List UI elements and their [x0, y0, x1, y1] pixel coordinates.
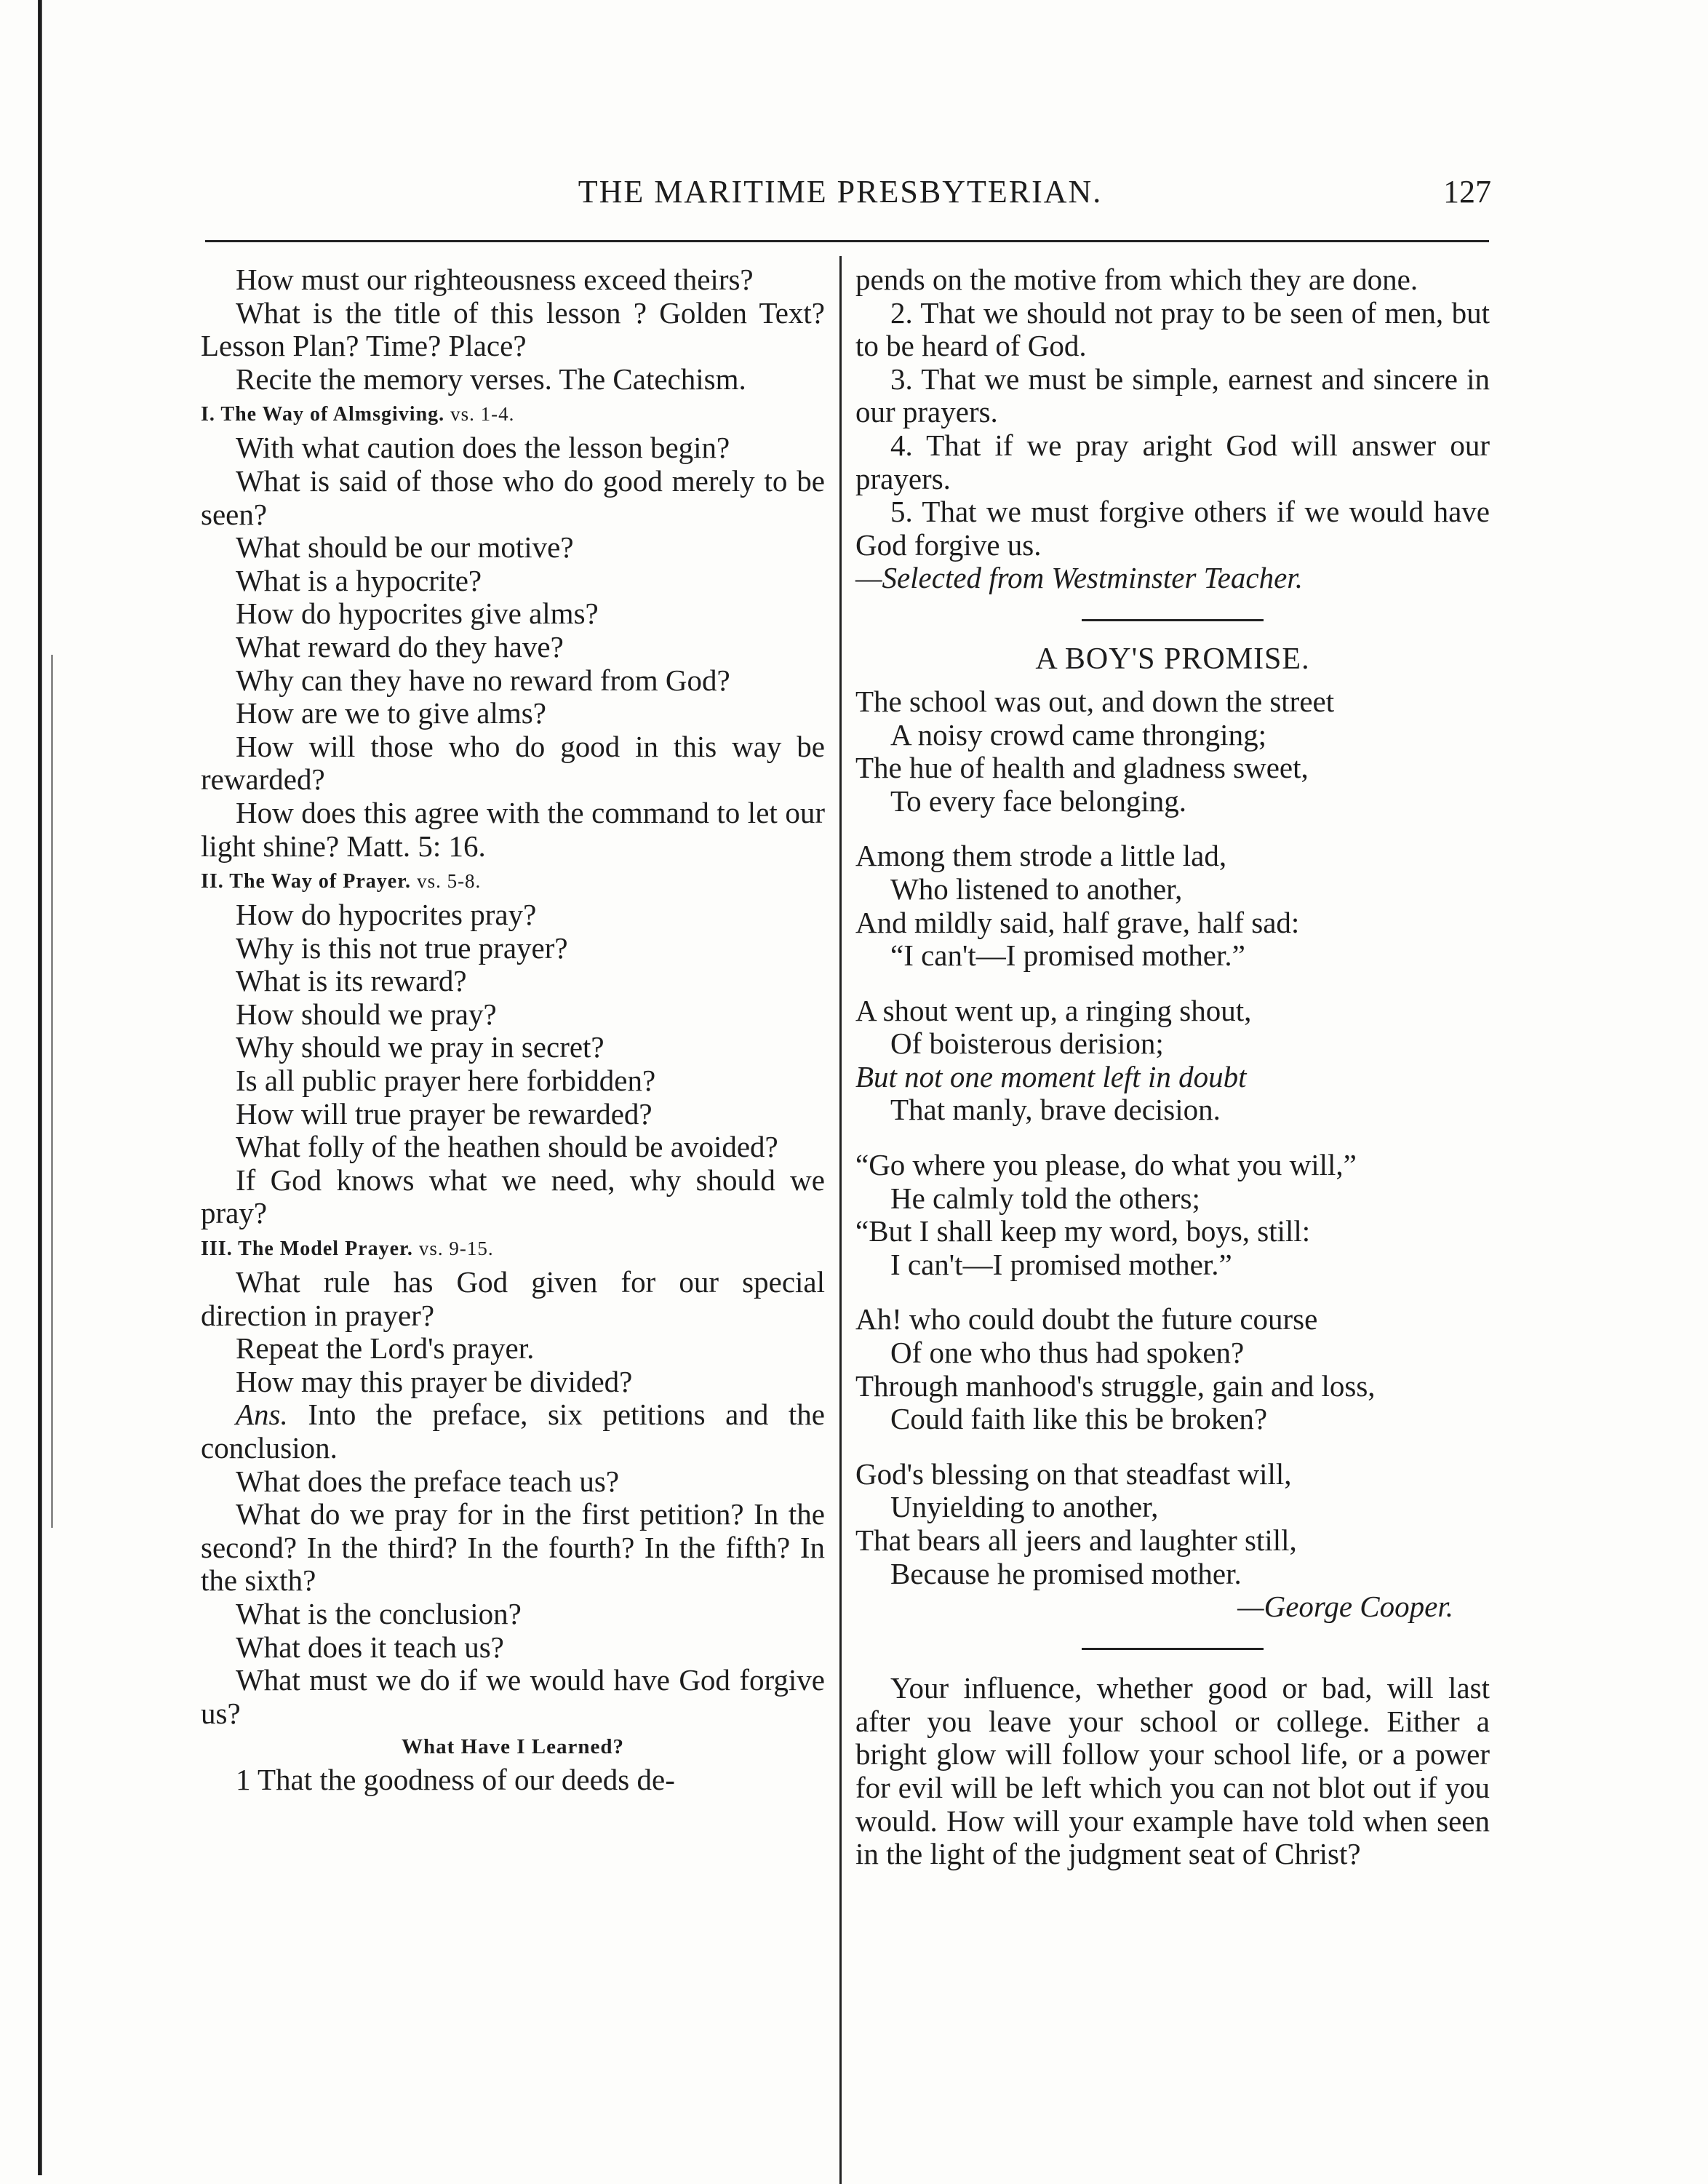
page-binding-edge	[38, 0, 42, 2175]
poem-line: He calmly told the others;	[890, 1181, 1200, 1215]
question: Repeat the Lord's prayer.	[236, 1331, 535, 1366]
poem-line: Could faith like this be broken?	[890, 1402, 1268, 1436]
right-column	[855, 263, 1490, 1871]
question: What should be our motive?	[236, 530, 574, 565]
poem-line: “I can't—I promised mother.”	[890, 938, 1245, 973]
question: What is its reward?	[236, 964, 467, 998]
question: With what caution does the lesson begin?	[236, 431, 730, 465]
poem-line: But not one moment left in doubt	[855, 1059, 1247, 1093]
page-binding-shadow	[51, 655, 53, 1528]
question: Is all public prayer here forbidden?	[236, 1064, 656, 1098]
poem-stanza	[855, 685, 1490, 818]
poem-line: God's blessing on that steadfast will,	[855, 1456, 1292, 1491]
header-rule	[205, 240, 1489, 242]
poem-line: Unyielding to another,	[890, 1490, 1159, 1524]
poem-title: A BOY'S PROMISE.	[1035, 642, 1310, 677]
answer: Ans. Into the preface, six petitions and the conclusion.	[201, 1398, 825, 1464]
question: What rule has God given for our special direction in prayer?	[201, 1265, 825, 1332]
question: What is the title of this lesson ? Golden Text? Lesson Plan? Time? Place?	[201, 295, 825, 363]
poem-line: A noisy crowd came thronging;	[890, 717, 1266, 752]
poem-line: I can't—I promised mother.”	[890, 1247, 1232, 1281]
section-heading-model-prayer: III. The Model Prayer. vs. 9-15.	[201, 1238, 494, 1261]
section-divider	[1082, 1648, 1264, 1650]
question: What does it teach us?	[236, 1630, 504, 1664]
poem-author: —George Cooper.	[1237, 1590, 1453, 1624]
question: How will true prayer be rewarded?	[236, 1096, 653, 1131]
section-heading-almsgiving: I. The Way of Almsgiving. vs. 1-4.	[201, 403, 515, 426]
poem-line: Who listened to another,	[890, 872, 1183, 906]
source-attribution: —Selected from Westminster Teacher.	[855, 561, 1303, 595]
journal-title: THE MARITIME PRESBYTERIAN.	[578, 174, 1103, 210]
lesson-point-continued: pends on the motive from which they are done.	[855, 263, 1418, 296]
poem-line: Through manhood's struggle, gain and loss,	[855, 1368, 1376, 1403]
poem-line: A shout went up, a ringing shout,	[855, 993, 1252, 1027]
question: How do hypocrites give alms?	[236, 597, 599, 631]
lesson-point: 1 That the goodness of our deeds de-	[236, 1763, 675, 1797]
poem-stanza	[855, 840, 1490, 972]
poem-line: That manly, brave decision.	[890, 1093, 1221, 1127]
poem-line: Because he promised mother.	[890, 1556, 1242, 1590]
section-heading-prayer: II. The Way of Prayer. vs. 5-8.	[201, 870, 482, 893]
question: How should we pray?	[236, 997, 497, 1031]
question: Recite the memory verses. The Catechism.	[236, 362, 746, 396]
page-number: 127	[1443, 174, 1491, 210]
left-column	[201, 263, 825, 1797]
question: How will those who do good in this way be rewarded?	[201, 729, 825, 797]
question: How does this agree with the command to let our light shine? Matt. 5: 16.	[201, 795, 825, 863]
question: What is said of those who do good merely to be seen?	[201, 463, 825, 531]
poem-stanza	[855, 1303, 1490, 1435]
page-header	[189, 173, 1491, 217]
poem-line: That bears all jeers and laughter still,	[855, 1523, 1297, 1557]
lesson-point: 4. That if we pray aright God will answer our prayers.	[855, 428, 1490, 495]
learned-heading: What Have I Learned?	[402, 1735, 624, 1759]
poem-line: Ah! who could doubt the future course	[855, 1302, 1318, 1336]
question: What is a hypocrite?	[236, 563, 482, 597]
question: Why is this not true prayer?	[236, 930, 568, 965]
poem-line: The school was out, and down the street	[855, 684, 1335, 718]
question: If God knows what we need, why should we pray?	[201, 1163, 825, 1230]
question: Why can they have no reward from God?	[236, 663, 730, 697]
lesson-point: 3. That we must be simple, earnest and sincere in our prayers.	[855, 362, 1490, 429]
question: What folly of the heathen should be avoided?	[236, 1130, 778, 1164]
poem-stanza	[855, 995, 1490, 1127]
lesson-point: 5. That we must forgive others if we would have God forgive us.	[855, 495, 1490, 562]
question: What reward do they have?	[236, 629, 564, 663]
question: What must we do if we would have God forgive us?	[201, 1663, 825, 1730]
poem-line: Among them strode a little lad,	[855, 839, 1227, 873]
lesson-point: 2. That we should not pray to be seen of men, but to be heard of God.	[855, 295, 1490, 363]
poem-stanza	[855, 1458, 1490, 1590]
poem-line: Of one who thus had spoken?	[890, 1336, 1245, 1370]
poem-line: The hue of health and gladness sweet,	[855, 751, 1309, 785]
closing-paragraph: Your influence, whether good or bad, will last after you leave your school or college. Either a bright glow will follow your school life, or a power for evil will be left which you can not blot out if you would. How will your example have told when seen in the light of the judgment seat of Christ?	[855, 1671, 1490, 1871]
question: How must our righteousness exceed theirs?	[236, 263, 754, 296]
section-divider	[1082, 619, 1264, 621]
question: Why should we pray in secret?	[236, 1030, 604, 1064]
poem-line: Of boisterous derision;	[890, 1027, 1164, 1061]
poem-line: “But I shall keep my word, boys, still:	[855, 1214, 1311, 1248]
question: How are we to give alms?	[236, 696, 546, 730]
poem-line: “Go where you please, do what you will,”	[855, 1148, 1357, 1182]
question: What do we pray for in the first petition? In the second? In the third? In the fourth? In the fifth? In the sixth?	[201, 1497, 825, 1598]
poem-stanza	[855, 1149, 1490, 1281]
question: How do hypocrites pray?	[236, 898, 537, 932]
poem-line: And mildly said, half grave, half sad:	[855, 905, 1300, 939]
question: How may this prayer be divided?	[236, 1364, 633, 1398]
question: What does the preface teach us?	[236, 1464, 620, 1498]
poem-line: To every face belonging.	[890, 784, 1186, 818]
question: What is the conclusion?	[236, 1596, 522, 1630]
column-divider	[839, 256, 842, 2184]
